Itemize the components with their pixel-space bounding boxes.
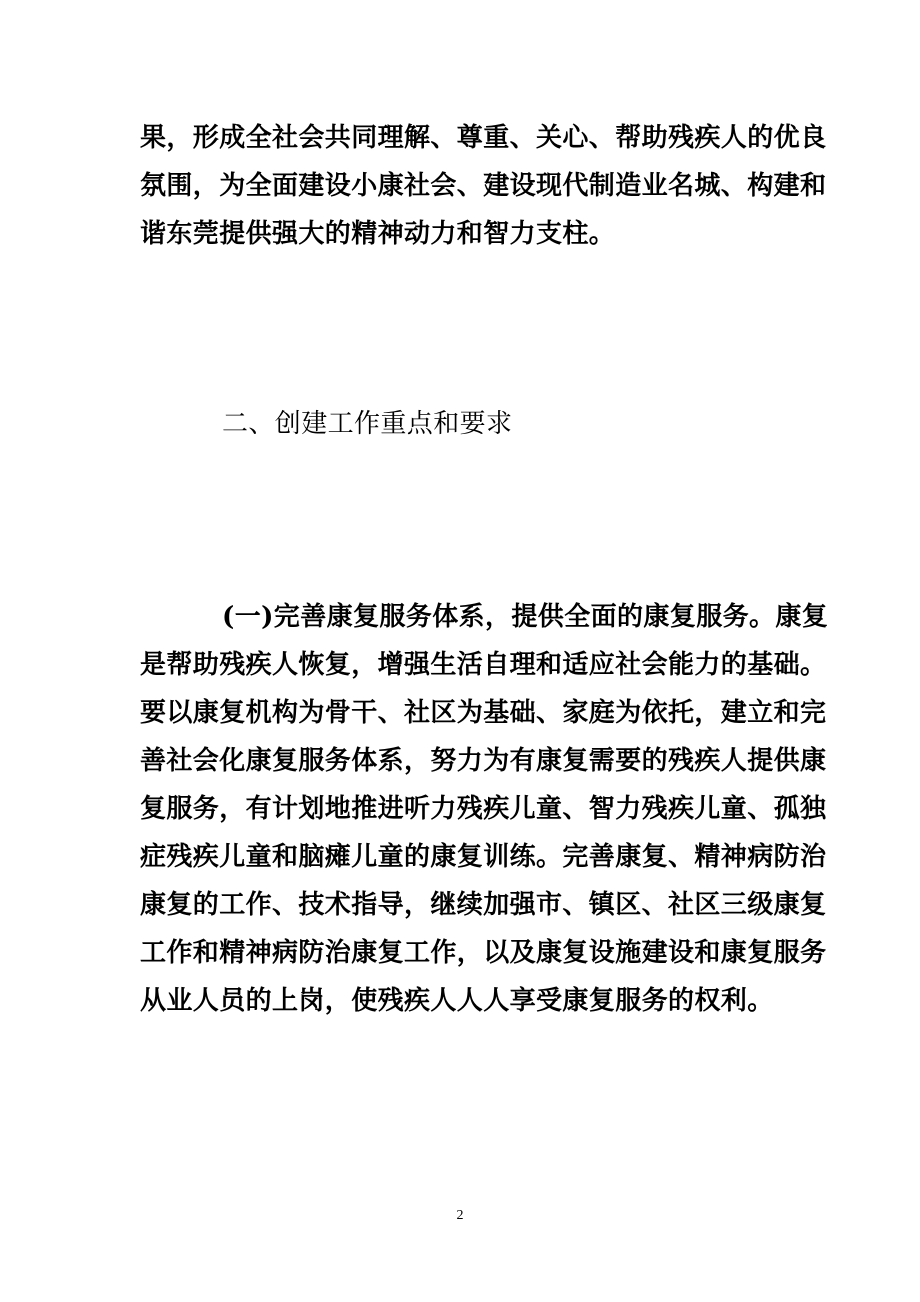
paragraph-2-line-8: 工作和精神病防治康复工作，以及康复设施建设和康复服务 <box>140 938 827 968</box>
paragraph-2-line-2: 是帮助残疾人恢复，增强生活自理和适应社会能力的基础。 <box>140 650 827 680</box>
paragraph-2-line-4: 善社会化康复服务体系，努力为有康复需要的残疾人提供康 <box>140 746 827 776</box>
paragraph-2-line-5: 复服务，有计划地推进听力残疾儿童、智力残疾儿童、孤独 <box>140 794 827 824</box>
page-number: 2 <box>456 1208 464 1223</box>
paragraph-1-line-1: 果，形成全社会共同理解、尊重、关心、帮助残疾人的优良 <box>140 123 827 153</box>
paragraph-2-line-1: (一)完善康复服务体系，提供全面的康复服务。康复 <box>222 602 829 632</box>
paragraph-2-line-9: 从业人员的上岗，使残疾人人人享受康复服务的权利。 <box>140 986 774 1016</box>
paragraph-2-line-3: 要以康复机构为骨干、社区为基础、家庭为依托，建立和完 <box>140 698 827 728</box>
paragraph-2-line-7: 康复的工作、技术指导，继续加强市、镇区、社区三级康复 <box>140 890 827 920</box>
paragraph-1-line-2: 氛围，为全面建设小康社会、建设现代制造业名城、构建和 <box>140 171 827 201</box>
paragraph-2-line-6: 症残疾儿童和脑瘫儿童的康复训练。完善康复、精神病防治 <box>140 842 827 872</box>
paragraph-1-line-3: 谐东莞提供强大的精神动力和智力支柱。 <box>140 219 616 249</box>
section-heading: 二、创建工作重点和要求 <box>222 409 513 439</box>
